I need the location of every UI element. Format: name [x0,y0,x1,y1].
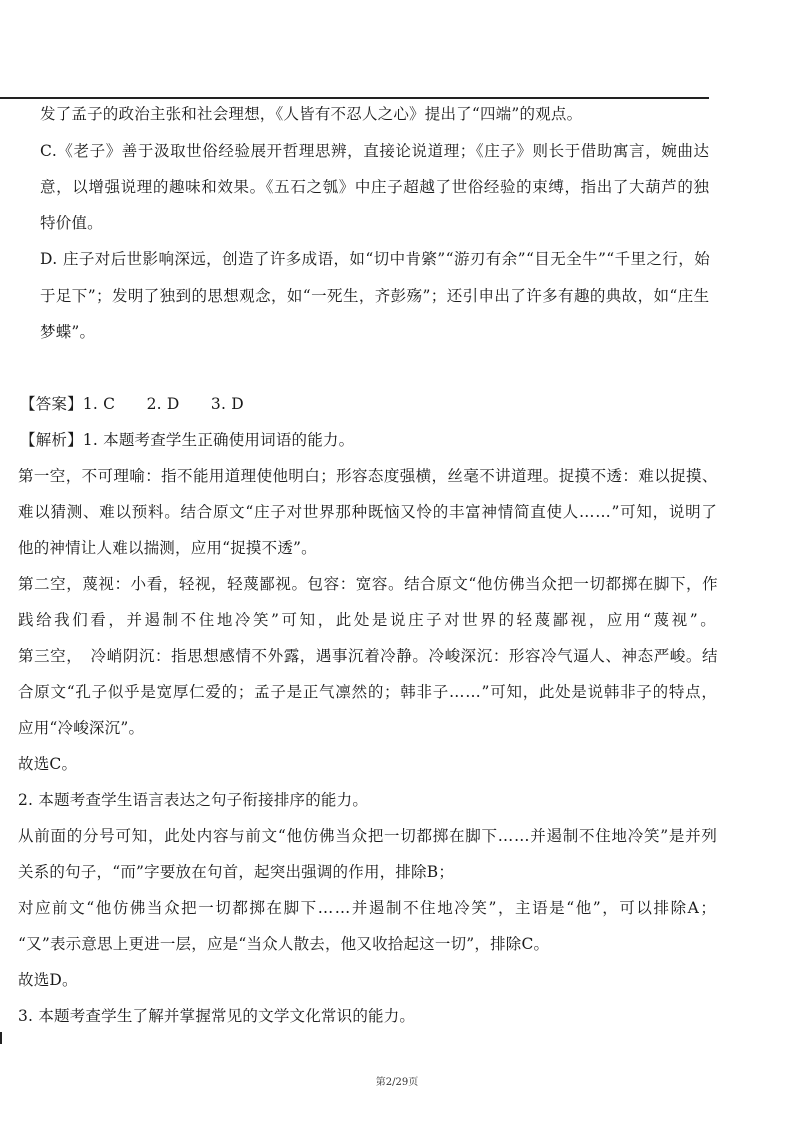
analysis-line-6: 第三空， 冷峭阴沉：指思想感情不外露，遇事沉着冷静。冷峻深沉：形容冷气逼人、神态严峻。结 [18,647,719,665]
analysis-line-12: 关系的句子，“而”字要放在句首，起突出强调的作用，排除B； [18,863,455,881]
text-line-4: 特价值。 [40,214,103,232]
text-line-6: 于足下”；发明了独到的思想观念，如“一死生，齐彭殇”；还引申出了许多有趣的典故，如“庄生 [40,287,710,305]
analysis-line-13: 对应前文“他仿佛当众把一切都掷在脚下……并遏制不住地冷笑”，主语是“他”，可以排除A； [18,899,718,917]
analysis-line-15: 故选D。 [18,971,78,989]
analysis-line-7: 合原文“孔子似乎是宽厚仁爱的；孟子是正气凛然的；韩非子……”可知，此处是说韩非子的特点， [18,683,718,701]
analysis-line-10: 2. 本题考查学生语言表达之句子衔接排序的能力。 [18,791,369,809]
analysis-line-2: 难以猜测、难以预料。结合原文“庄子对世界那种既恼又怜的丰富神情简直使人……”可知，说明了 [18,503,718,521]
text-line-2: C.《老子》善于汲取世俗经验展开哲理思辨，直接论说道理；《庄子》则长于借助寓言，婉曲达 [40,142,710,160]
analysis-line-11: 从前面的分号可知，此处内容与前文“他仿佛当众把一切都掷在脚下……并遏制不住地冷笑”是并列 [18,827,718,845]
text-line-1: 发了孟子的政治主张和社会理想，《人皆有不忍人之心》提出了“四端”的观点。 [40,105,583,123]
analysis-heading: 【解析】1. 本题考查学生正确使用词语的能力。 [20,431,355,449]
page-footer: 第2/29页 [375,1077,419,1088]
analysis-line-16: 3. 本题考查学生了解并掌握常见的文学文化常识的能力。 [18,1007,416,1025]
header-rule [0,97,709,99]
text-line-3: 意，以增强说理的趣味和效果。《五石之瓠》中庄子超越了世俗经验的束缚，指出了大葫芦的独 [40,178,710,196]
analysis-line-3: 他的神情让人难以揣测，应用“捉摸不透”。 [18,539,317,557]
analysis-line-4: 第二空，蔑视：小看，轻视，轻蔑鄙视。包容：宽容。结合原文“他仿佛当众把一切都掷在脚下，作 [18,575,719,593]
analysis-line-5: 践给我们看，并遏制不住地冷笑”可知，此处是说庄子对世界的轻蔑鄙视，应用“蔑视”。 [18,611,719,629]
analysis-line-1: 第一空，不可理喻：指不能用道理使他明白；形容态度强横，丝毫不讲道理。捉摸不透：难以捉摸、 [18,467,718,485]
text-line-7: 梦蝶”。 [40,323,96,341]
margin-mark [0,1032,2,1044]
answer-line: 【答案】1. C 2. D 3. D [20,395,244,413]
analysis-line-9: 故选C。 [18,755,78,773]
text-line-5: D. 庄子对后世影响深远，创造了许多成语，如“切中肯綮”“游刃有余”“目无全牛”“千里之行，始 [40,250,711,268]
analysis-line-14: “又”表示意思上更进一层，应是“当众人散去，他又收拾起这一切”，排除C。 [18,935,550,953]
analysis-line-8: 应用“冷峻深沉”。 [18,719,145,737]
